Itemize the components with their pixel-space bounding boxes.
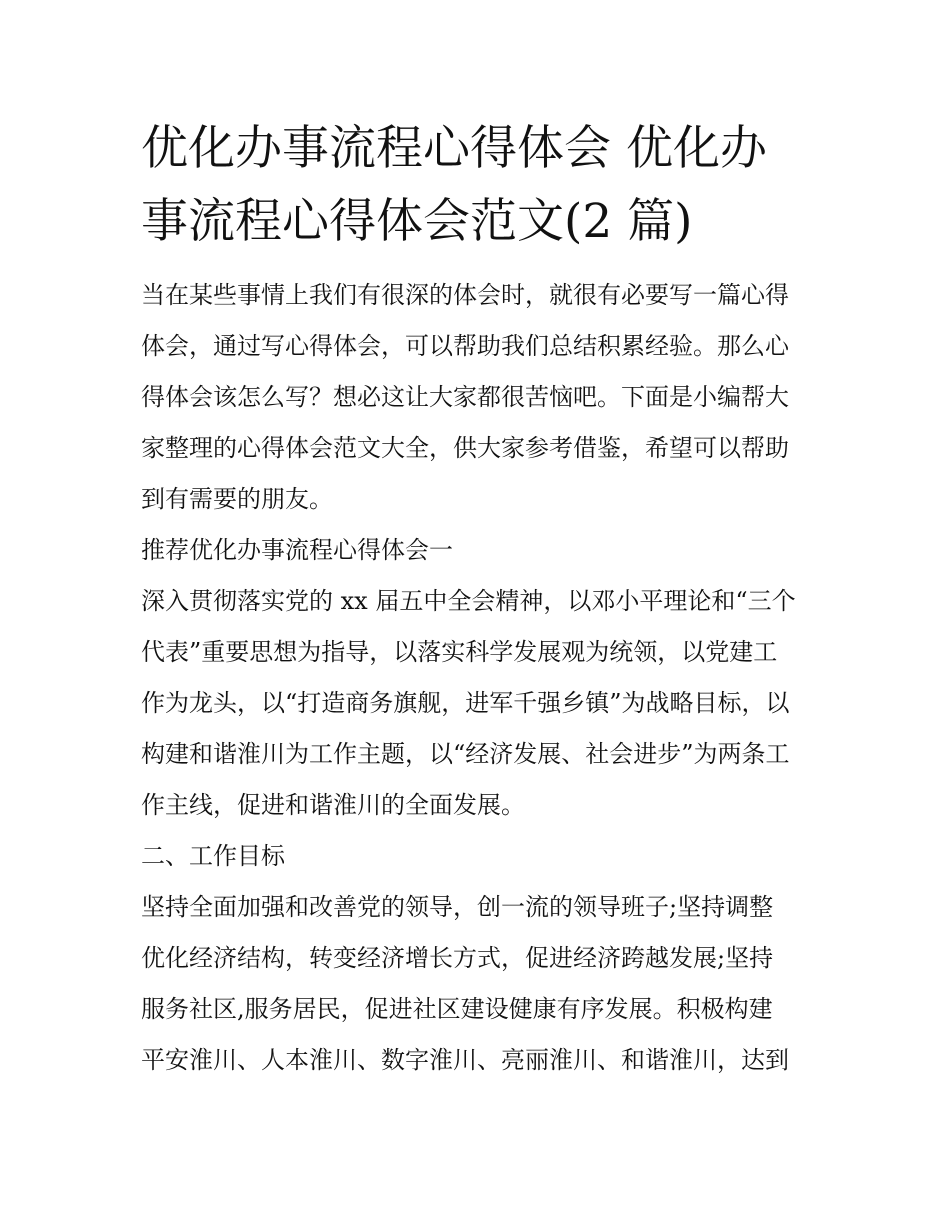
text-line: 作为龙头，以“打造商务旗舰，进军千强乡镇”为战略目标，以 bbox=[141, 689, 790, 717]
text-line: 到有需要的朋友。 bbox=[141, 485, 333, 513]
text-line: 推荐优化办事流程心得体会一 bbox=[141, 536, 453, 564]
body-paragraph bbox=[141, 576, 813, 831]
text-line: 服务社区,服务居民，促进社区建设健康有序发展。积极构建 bbox=[141, 995, 773, 1023]
text-line: 代表”重要思想为指导，以落实科学发展观为统领，以党建工 bbox=[141, 638, 778, 666]
text-line: 家整理的心得体会范文大全，供大家参考借鉴，希望可以帮助 bbox=[141, 434, 789, 462]
text-line: 构建和谐淮川为工作主题，以“经济发展、社会进步”为两条工 bbox=[141, 740, 790, 768]
document-title bbox=[141, 112, 813, 258]
text-line: 深入贯彻落实党的 xx 届五中全会精神，以邓小平理论和“三个 bbox=[141, 587, 796, 615]
text-line: 优化经济结构，转变经济增长方式，促进经济跨越发展;坚持 bbox=[141, 944, 774, 972]
text-line: 得体会该怎么写？想必这让大家都很苦恼吧。下面是小编帮大 bbox=[141, 383, 789, 411]
section-heading bbox=[141, 831, 813, 882]
text-line: 平安淮川、人本淮川、数字淮川、亮丽淮川、和谐淮川，达到 bbox=[141, 1046, 789, 1074]
title-line: 优化办事流程心得体会 优化办 bbox=[141, 121, 767, 176]
text-line: 当在某些事情上我们有很深的体会时，就很有必要写一篇心得 bbox=[141, 281, 789, 309]
intro-paragraph bbox=[141, 270, 813, 525]
body-paragraph bbox=[141, 882, 813, 1086]
section-heading bbox=[141, 525, 813, 576]
text-line: 二、工作目标 bbox=[141, 842, 285, 870]
text-line: 体会，通过写心得体会，可以帮助我们总结积累经验。那么心 bbox=[141, 332, 789, 360]
title-line: 事流程心得体会范文(2 篇) bbox=[141, 194, 693, 249]
text-line: 坚持全面加强和改善党的领导，创一流的领导班子;坚持调整 bbox=[141, 893, 774, 921]
text-line: 作主线，促进和谐淮川的全面发展。 bbox=[141, 791, 525, 819]
document-page bbox=[141, 112, 813, 1086]
document-body bbox=[141, 270, 813, 1086]
